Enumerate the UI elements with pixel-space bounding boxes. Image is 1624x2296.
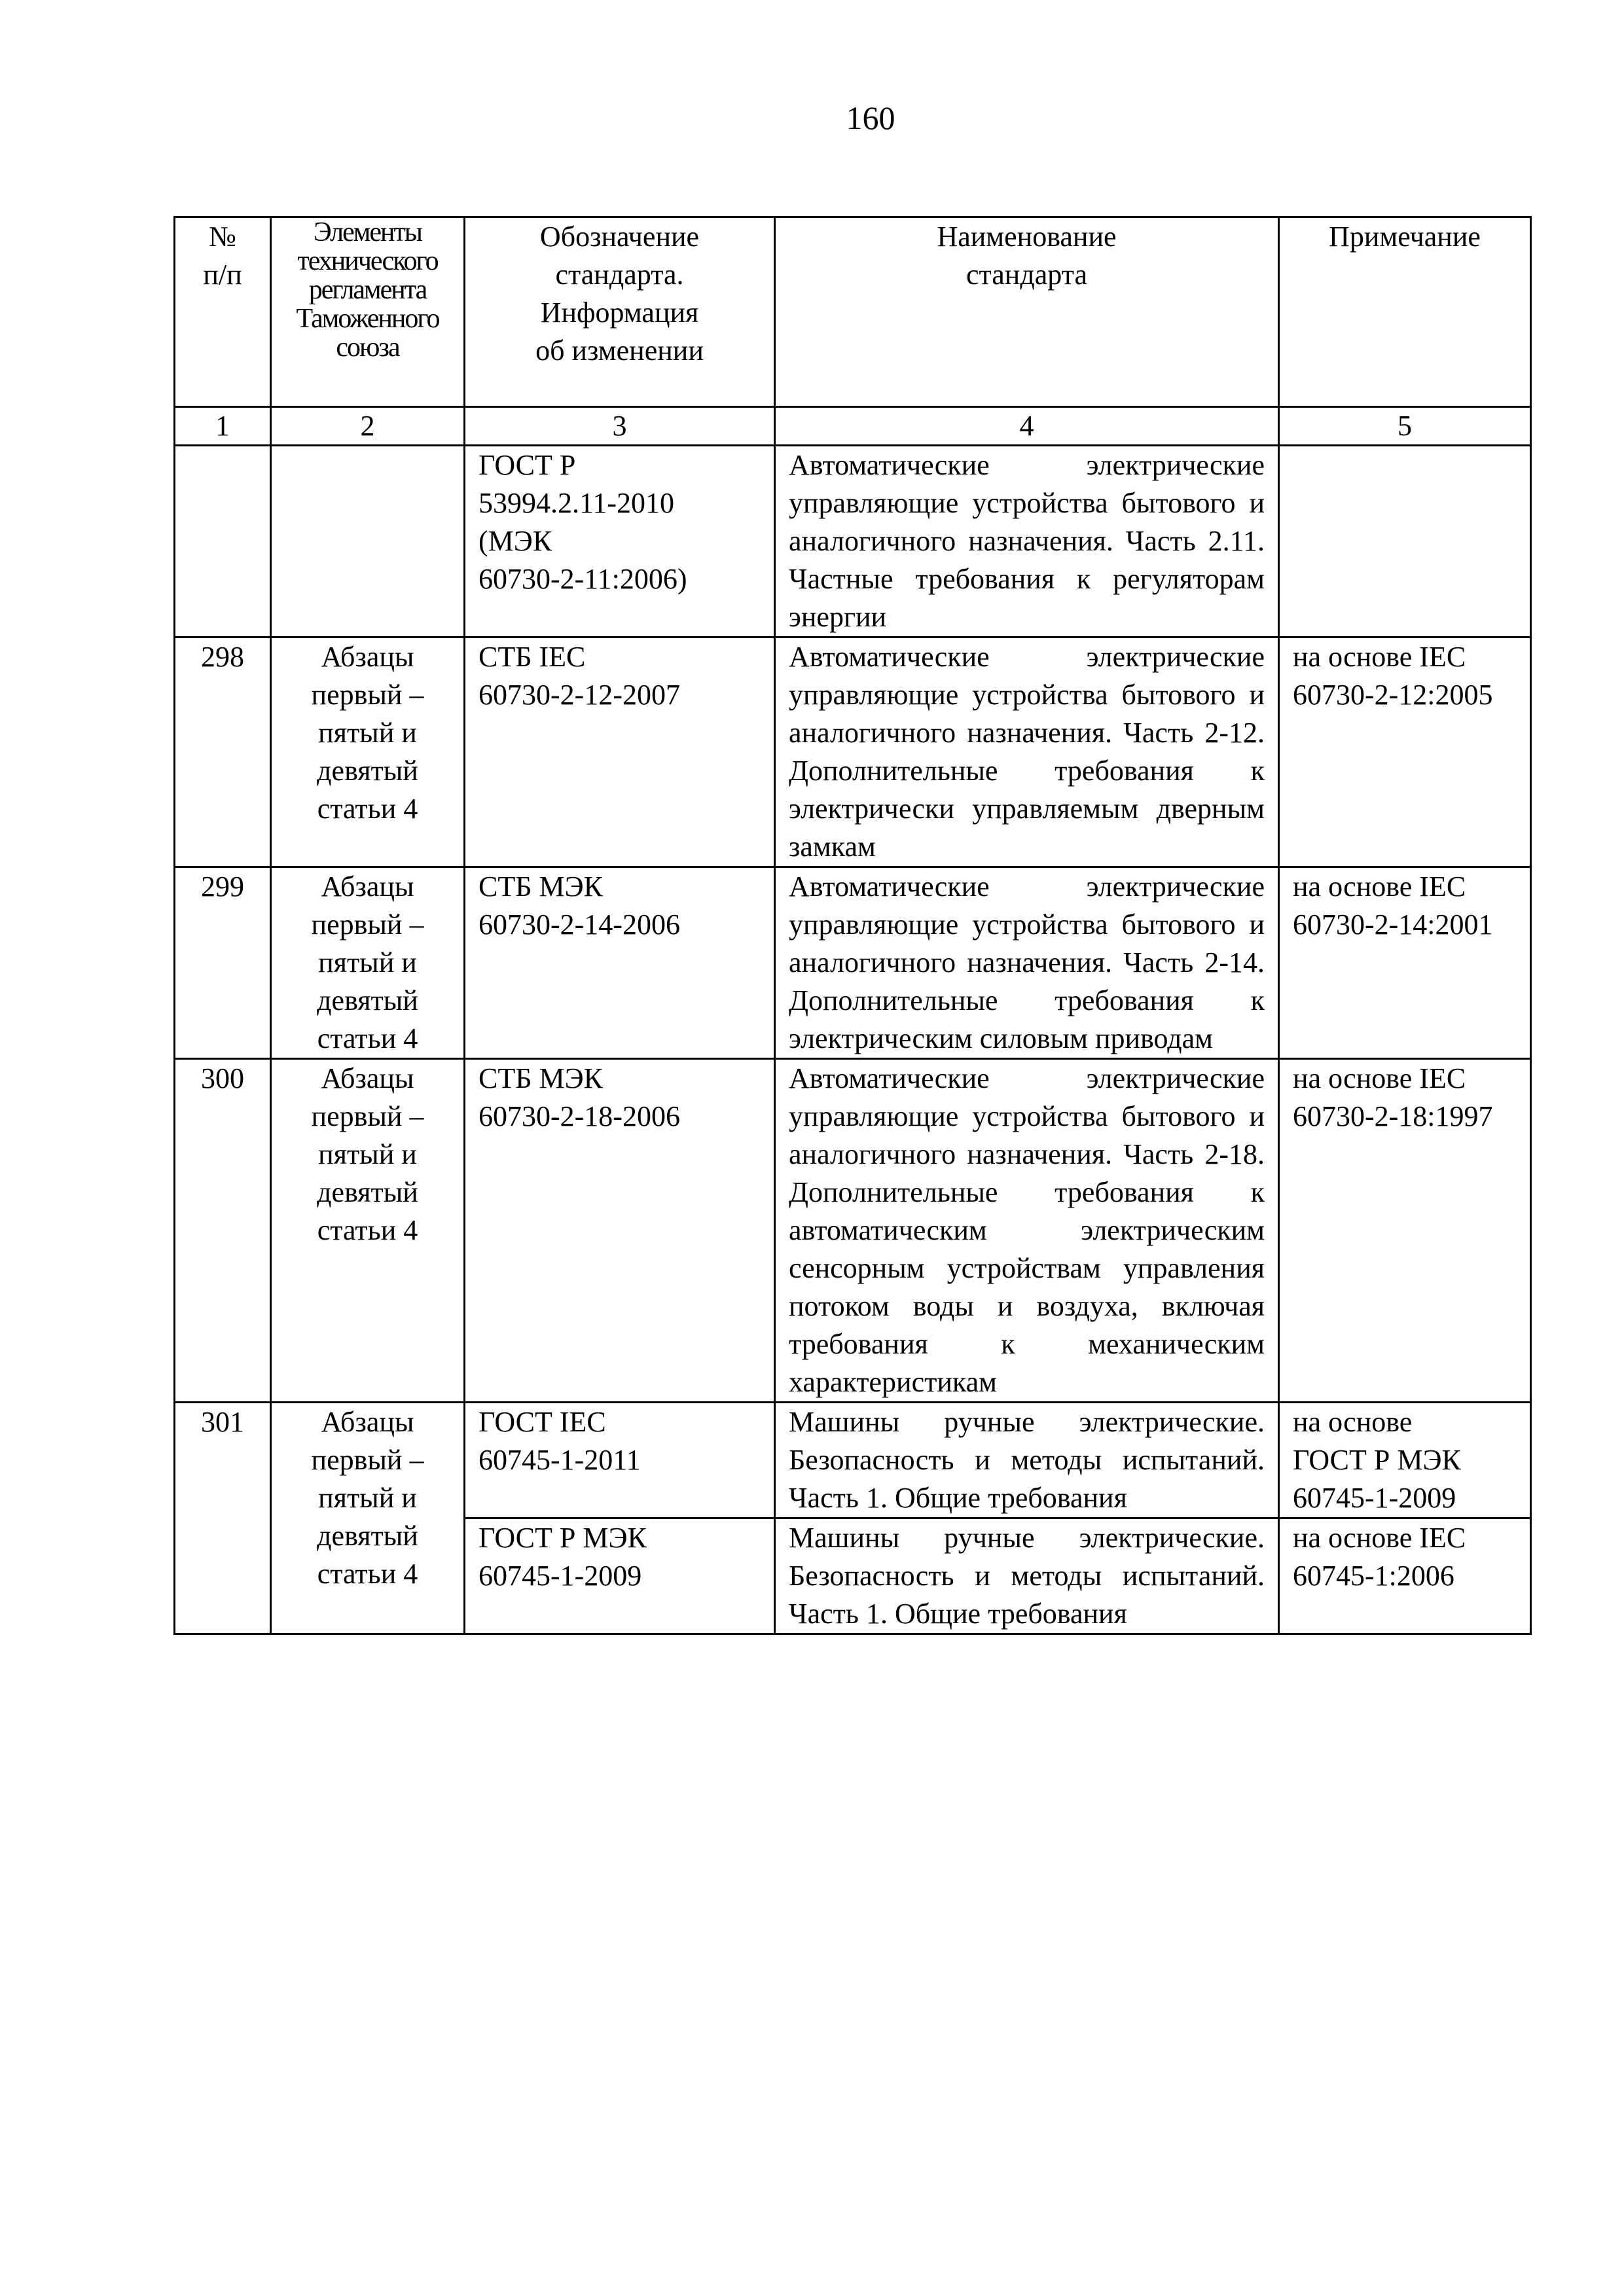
table-row <box>175 867 1531 1059</box>
row-standard-name: Автоматические электрические управляющие устройства бытового и аналогичного назначения. Часть 2-12. Дополнительные требования к электрически управляемым дверным замкам <box>775 637 1279 867</box>
row-number: 299 <box>175 867 271 1059</box>
row-elements: Абзацы первый – пятый и девятый статьи 4 <box>271 1059 465 1403</box>
row-note: на основе IEC 60730-2-18:1997 <box>1279 1059 1531 1403</box>
row-note: на основе IEC 60745-1:2006 <box>1279 1518 1531 1634</box>
row-number: 300 <box>175 1059 271 1403</box>
row-number: 298 <box>175 637 271 867</box>
table-row <box>175 1403 1531 1518</box>
row-standard-name: Автоматические электрические управляющие устройства бытового и аналогичного назначения. Часть 2-18. Дополнительные требования к автоматическим электрическим сенсорным устройствам управления потоком воды и воздуха, включая требования к механическим характеристикам <box>775 1059 1279 1403</box>
row-standard-name: Машины ручные электрические. Безопасность и методы испытаний. Часть 1. Общие требования <box>775 1403 1279 1518</box>
row-standard-name: Автоматические электрические управляющие устройства бытового и аналогичного назначения. Часть 2-14. Дополнительные требования к электрическим силовым приводам <box>775 867 1279 1059</box>
column-number: 3 <box>465 407 775 446</box>
page-number: 160 <box>846 99 895 136</box>
row-designation: ГОСТ Р 53994.2.11-2010 (МЭК 60730-2-11:2006) <box>465 446 775 637</box>
row-elements <box>271 446 465 637</box>
row-designation: СТБ МЭК 60730-2-18-2006 <box>465 1059 775 1403</box>
row-elements: Абзацы первый – пятый и девятый статьи 4 <box>271 637 465 867</box>
row-number: 301 <box>175 1403 271 1634</box>
header-name: Наименование стандарта <box>775 217 1279 407</box>
standards-table <box>173 216 1532 1635</box>
header-number: № п/п <box>175 217 271 407</box>
table-row <box>175 1059 1531 1403</box>
row-number <box>175 446 271 637</box>
column-number: 2 <box>271 407 465 446</box>
row-note: на основе IEC 60730-2-14:2001 <box>1279 867 1531 1059</box>
row-elements: Абзацы первый – пятый и девятый статьи 4 <box>271 1403 465 1634</box>
column-number: 4 <box>775 407 1279 446</box>
row-note: на основе ГОСТ Р МЭК 60745-1-2009 <box>1279 1403 1531 1518</box>
row-elements: Абзацы первый – пятый и девятый статьи 4 <box>271 867 465 1059</box>
row-designation: ГОСТ IEC 60745-1-2011 <box>465 1403 775 1518</box>
header-designation: Обозначение стандарта. Информация об изменении <box>465 217 775 407</box>
table-row <box>175 446 1531 637</box>
row-designation: СТБ МЭК 60730-2-14-2006 <box>465 867 775 1059</box>
row-standard-name: Машины ручные электрические. Безопасность и методы испытаний. Часть 1. Общие требования <box>775 1518 1279 1634</box>
row-note <box>1279 446 1531 637</box>
column-number: 1 <box>175 407 271 446</box>
header-note: Примечание <box>1279 217 1531 407</box>
table-row <box>175 637 1531 867</box>
row-standard-name: Автоматические электрические управляющие устройства бытового и аналогичного назначения. Часть 2.11. Частные требования к регуляторам энергии <box>775 446 1279 637</box>
header-elements: Элементы технического регламента Таможенного союза <box>271 217 465 407</box>
header-row <box>175 217 1531 407</box>
row-designation: СТБ IEC 60730-2-12-2007 <box>465 637 775 867</box>
row-designation: ГОСТ Р МЭК 60745-1-2009 <box>465 1518 775 1634</box>
row-note: на основе IEC 60730-2-12:2005 <box>1279 637 1531 867</box>
column-number: 5 <box>1279 407 1531 446</box>
column-number-row <box>175 407 1531 446</box>
